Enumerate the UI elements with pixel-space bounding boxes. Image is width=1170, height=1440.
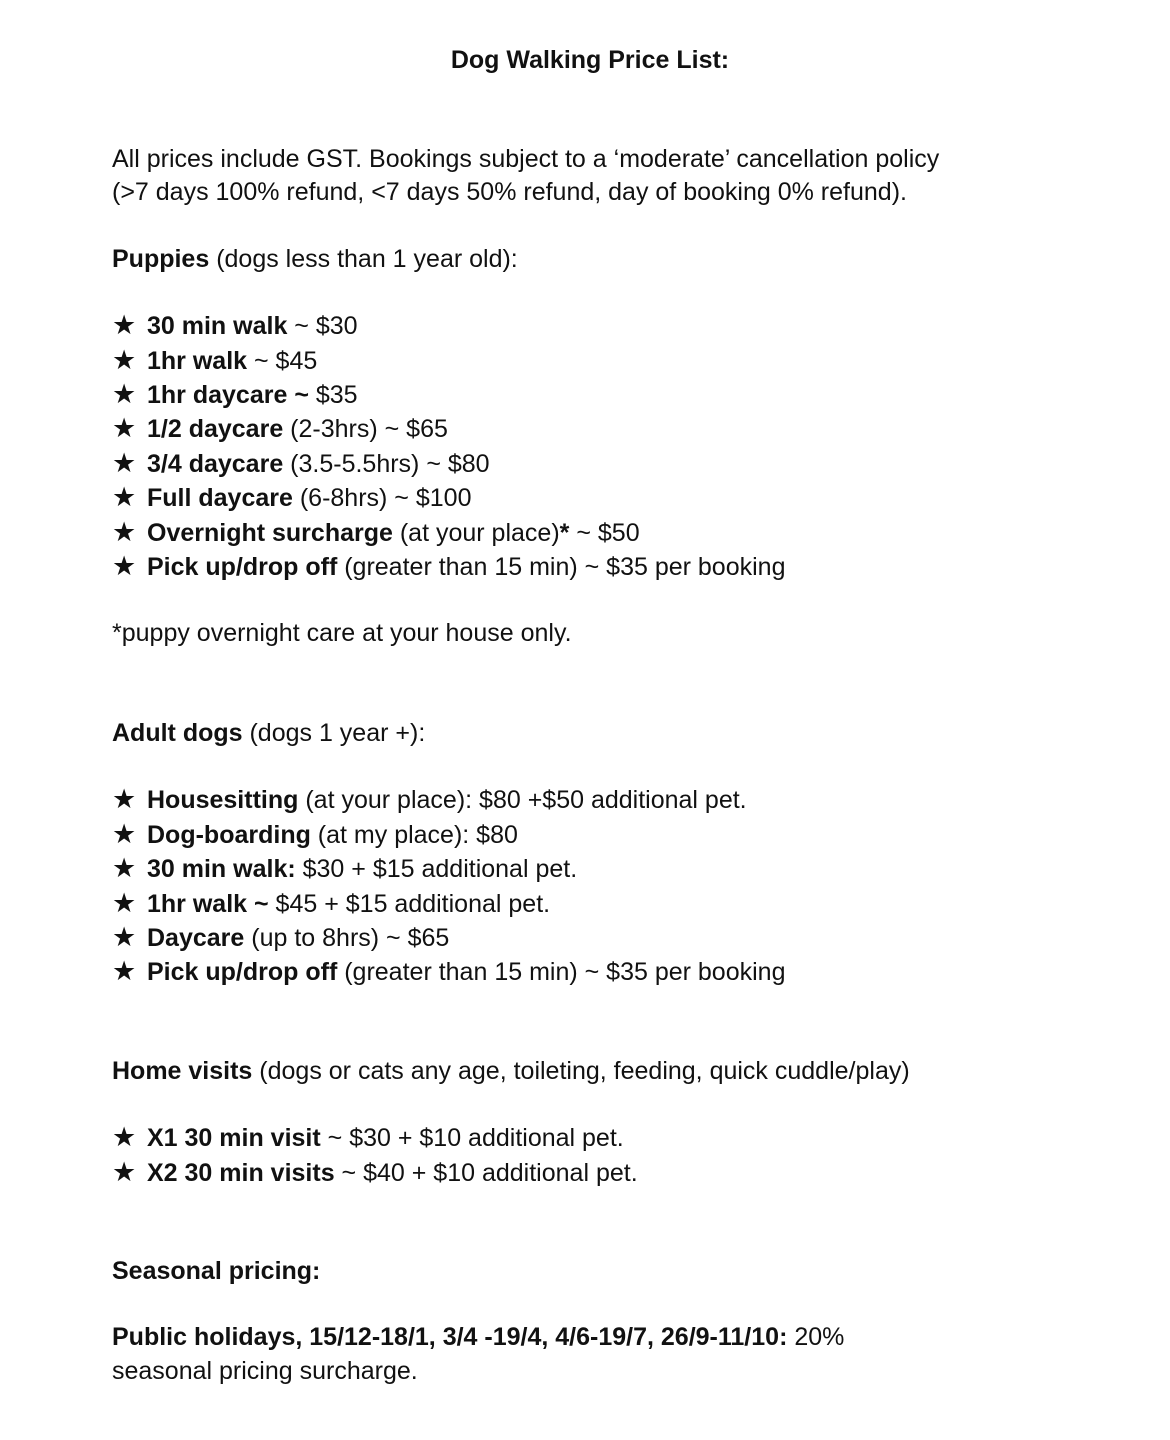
puppies-price-list xyxy=(112,309,1060,584)
item-name: 1/2 daycare xyxy=(147,415,284,444)
item-detail: (at your place) xyxy=(392,518,560,547)
list-item xyxy=(112,516,1060,550)
list-item xyxy=(112,955,1060,989)
adult-heading-bold: Adult dogs xyxy=(112,718,243,747)
star-icon: ★ xyxy=(112,482,137,513)
item-detail: ~ $40 + $10 additional pet. xyxy=(334,1158,638,1187)
seasonal-surcharge-line: seasonal pricing surcharge. xyxy=(112,1356,418,1385)
list-item xyxy=(112,783,1060,817)
item-name: X2 30 min visits xyxy=(147,1158,335,1187)
list-item xyxy=(112,378,1060,412)
item-name: Overnight surcharge xyxy=(147,518,393,547)
star-icon: ★ xyxy=(112,413,137,444)
item-name: 1hr walk ~ xyxy=(147,889,269,918)
list-item xyxy=(112,852,1060,886)
item-name: 30 min walk: xyxy=(147,855,296,884)
adult-dogs-price-list xyxy=(112,783,1060,989)
list-item xyxy=(112,344,1060,378)
list-item xyxy=(112,481,1060,515)
adult-heading-rest: (dogs 1 year +): xyxy=(242,718,426,747)
item-detail: (2-3hrs) ~ $65 xyxy=(283,415,448,444)
adult-dogs-heading xyxy=(112,717,1060,750)
intro-paragraph xyxy=(112,143,1060,210)
item-detail: (greater than 15 min) ~ $35 per booking xyxy=(337,553,786,582)
item-name: 1hr walk xyxy=(147,346,248,375)
star-icon: ★ xyxy=(112,516,137,547)
footnote-marker: * xyxy=(559,518,570,547)
item-detail: (3.5-5.5hrs) ~ $80 xyxy=(283,449,490,478)
item-name: X1 30 min visit xyxy=(147,1124,321,1153)
puppies-heading-bold: Puppies xyxy=(112,244,210,273)
list-item xyxy=(112,1156,1060,1190)
star-icon: ★ xyxy=(112,853,137,884)
star-icon: ★ xyxy=(112,1122,137,1153)
home-visits-price-list xyxy=(112,1121,1060,1190)
item-price: ~ $50 xyxy=(569,518,640,547)
star-icon: ★ xyxy=(112,921,137,952)
item-name: Pick up/drop off xyxy=(147,958,338,987)
home-visits-heading-rest: (dogs or cats any age, toileting, feeding, quick cuddle/play) xyxy=(252,1056,910,1085)
item-name: 30 min walk xyxy=(147,312,288,341)
star-icon: ★ xyxy=(112,551,137,582)
home-visits-heading xyxy=(112,1055,1060,1088)
item-detail: ~ $45 xyxy=(247,346,318,375)
star-icon: ★ xyxy=(112,784,137,815)
item-name: Housesitting xyxy=(147,786,299,815)
list-item xyxy=(112,447,1060,481)
item-name: Pick up/drop off xyxy=(147,553,338,582)
list-item xyxy=(112,921,1060,955)
list-item xyxy=(112,412,1060,446)
seasonal-pricing-heading xyxy=(112,1255,1060,1288)
item-detail: (greater than 15 min) ~ $35 per booking xyxy=(337,958,786,987)
star-icon: ★ xyxy=(112,447,137,478)
item-name: Dog-boarding xyxy=(147,820,311,849)
intro-line-2: (>7 days 100% refund, <7 days 50% refund, day of booking 0% refund). xyxy=(112,178,907,207)
seasonal-heading-bold: Seasonal pricing: xyxy=(112,1256,321,1285)
item-detail: (6-8hrs) ~ $100 xyxy=(292,484,472,513)
seasonal-dates: Public holidays, 15/12-18/1, 3/4 -19/4, 4/6-19/7, 26/9-11/10: xyxy=(112,1323,788,1352)
seasonal-surcharge-percent: 20% xyxy=(787,1323,845,1352)
star-icon: ★ xyxy=(112,887,137,918)
list-item xyxy=(112,1121,1060,1155)
item-detail: (at my place): $80 xyxy=(310,820,518,849)
item-name: 1hr daycare ~ xyxy=(147,381,309,410)
list-item xyxy=(112,818,1060,852)
page-title: Dog Walking Price List: xyxy=(450,46,730,74)
puppies-heading-rest: (dogs less than 1 year old): xyxy=(209,244,518,273)
item-detail: $45 + $15 additional pet. xyxy=(268,889,551,918)
item-name: Full daycare xyxy=(147,484,293,513)
star-icon: ★ xyxy=(112,956,137,987)
puppies-heading xyxy=(112,243,1060,276)
home-visits-heading-bold: Home visits xyxy=(112,1056,253,1085)
item-detail: (at your place): $80 +$50 additional pet. xyxy=(298,786,747,815)
star-icon: ★ xyxy=(112,1156,137,1187)
item-detail: $35 xyxy=(308,381,358,410)
star-icon: ★ xyxy=(112,344,137,375)
item-detail: ~ $30 + $10 additional pet. xyxy=(320,1124,624,1153)
puppies-footnote: *puppy overnight care at your house only. xyxy=(112,619,572,648)
intro-line-1: All prices include GST. Bookings subject to a ‘moderate’ cancellation policy xyxy=(112,145,940,173)
seasonal-dates-line xyxy=(112,1321,1060,1354)
item-detail: $30 + $15 additional pet. xyxy=(295,855,578,884)
star-icon: ★ xyxy=(112,379,137,410)
list-item xyxy=(112,887,1060,921)
item-name: 3/4 daycare xyxy=(147,449,284,478)
item-detail: ~ $30 xyxy=(287,312,358,341)
star-icon: ★ xyxy=(112,818,137,849)
list-item xyxy=(112,309,1060,343)
item-detail: (up to 8hrs) ~ $65 xyxy=(244,923,450,952)
item-name: Daycare xyxy=(147,923,245,952)
list-item xyxy=(112,550,1060,584)
star-icon: ★ xyxy=(112,310,137,341)
